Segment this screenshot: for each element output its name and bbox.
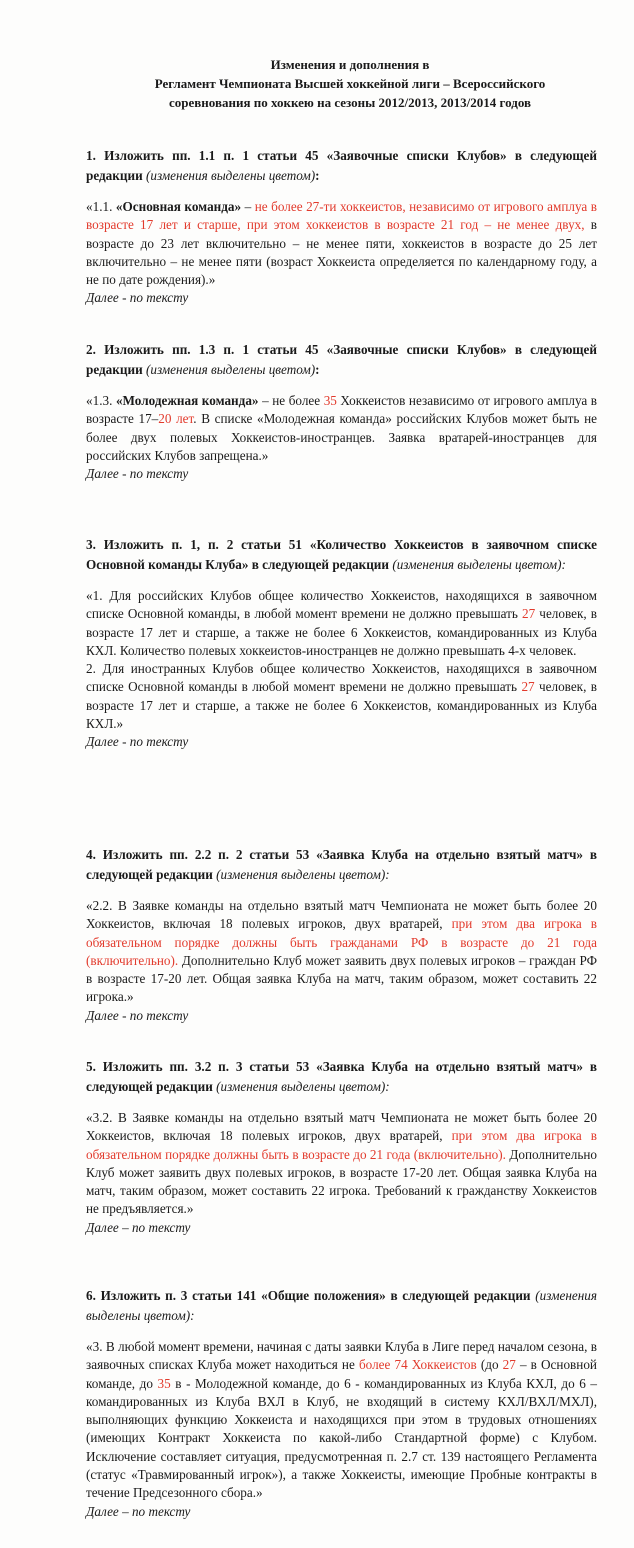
section-heading: 5. Изложить пп. 3.2 п. 3 статьи 53 «Заявка Клуба на отдельно взятый матч» в следующей редакции (изменения выделены цветом): — [86, 1059, 597, 1094]
section-tail-note: Далее - по тексту — [86, 466, 189, 482]
section-2 — [86, 340, 597, 483]
section-heading: 1. Изложить пп. 1.1 п. 1 статьи 45 «Заявочные списки Клубов» в следующей редакции (изменения выделены цветом): — [86, 148, 597, 183]
section-body: «1.3. «Молодежная команда» – не более 35 Хоккеистов независимо от игрового амплуа в возрасте 17–20 лет. В списке «Молодежная команда» российских Клубов может быть не более двух полевых Хоккеистов-иностранцев. Заявка вратарей-иностранцев для российских Клубов запрещена.» — [86, 393, 598, 463]
section-tail-note: Далее - по тексту — [86, 290, 189, 306]
section-body: «3. В любой момент времени, начиная с даты заявки Клуба в Лиге перед началом сезона, в заявочных списках Клуба может находиться не более 74 Хоккеистов (до 27 – в Основной команде, до 35 в - Молодежной команде, до 6 - командированных из Клуба КХЛ, до 6 – командированных из Клуба ВХЛ в Клуб, не входящий в систему КХЛ/ВХЛ/МХЛ), выполняющих функцию Хоккеиста и находящихся при этом в трудовых отношениях (имеющих Контракт Хоккеиста по какой-либо Стандартной форме) с Клубом. Исключение составляет ситуация, предусмотренная п. 2.7 ст. 139 настоящего Регламента (статус «Травмированный игрок»), а также Хоккеисты, имеющие Пробные контракты в течение Предсезонного сбора.» — [86, 1339, 597, 1501]
section-tail-note: Далее – по тексту — [86, 1503, 191, 1519]
section-4 — [86, 845, 597, 1025]
section-heading: 2. Изложить пп. 1.3 п. 1 статьи 45 «Заявочные списки Клубов» в следующей редакции (изменения выделены цветом): — [86, 342, 597, 377]
section-tail-note: Далее – по тексту — [86, 1219, 191, 1235]
section-body: «2.2. В Заявке команды на отдельно взятый матч Чемпионата не может быть более 20 Хоккеистов, включая 18 полевых игроков, двух вратарей, при этом два игрока в обязательном порядке должны быть гражданами РФ в возрасте до 21 года (включительно). Дополнительно Клуб может заявить двух полевых игроков – граждан РФ в возрасте 17-20 лет. Общая заявка Клуба на матч, таким образом, может составить 22 игрока.» — [86, 898, 598, 1005]
section-heading: 4. Изложить пп. 2.2 п. 2 статьи 53 «Заявка Клуба на отдельно взятый матч» в следующей редакции (изменения выделены цветом): — [86, 847, 597, 882]
section-1 — [86, 146, 597, 307]
section-body: «3.2. В Заявке команды на отдельно взятый матч Чемпионата не может быть более 20 Хоккеистов, включая 18 полевых игроков, двух вратарей, при этом два игрока в обязательном порядке должны быть в возрасте до 21 года (включительно). Дополнительно Клуб может заявить двух полевых игроков, в возрасте 17-20 лет. Общая заявка Клуба на матч, таким образом, может составить 22 игрока. Требований к гражданству Хоккеистов не предъявляется.» — [86, 1110, 598, 1217]
section-body: «1. Для российских Клубов общее количество Хоккеистов, находящихся в заявочном списке Основной команды, в любой момент времени не должно превышать 27 человек, в возрасте 17 лет и старше, а также не более 6 Хоккеистов, командированных из Клуба КХЛ. Количество полевых хоккеистов-иностранцев не должно превышать 4-х человек. 2. Для иностранных Клубов общее количество Хоккеистов, находящихся в заявочном списке Основной команды в любой момент времени не должно превышать 27 человек, в возрасте 17 лет и старше, а также не более 6 Хоккеистов, командированных из Клуба КХЛ.» — [86, 588, 598, 732]
section-tail-note: Далее - по тексту — [86, 1007, 189, 1023]
section-6 — [86, 1286, 597, 1521]
section-3 — [86, 535, 597, 751]
section-body: «1.1. «Основная команда» – не более 27-ти хоккеистов, независимо от игрового амплуа в возрасте 17 лет и старше, при этом хоккеистов в возрасте 21 год – не менее двух, в возрасте до 23 лет включительно – не менее пяти, хоккеистов в возрасте до 25 лет включительно – не менее пяти (возраст Хоккеиста определяется по календарному году, а не по дате рождения).» — [86, 199, 597, 288]
section-5 — [86, 1057, 597, 1237]
section-heading: 3. Изложить п. 1, п. 2 статьи 51 «Количество Хоккеистов в заявочном списке Основной команды Клуба» в следующей редакции (изменения выделены цветом): — [86, 537, 597, 572]
section-heading: 6. Изложить п. 3 статьи 141 «Общие положения» в следующей редакции (изменения выделены цветом): — [86, 1288, 598, 1323]
section-tail-note: Далее - по тексту — [86, 734, 189, 750]
document-title: Изменения и дополнения в Регламент Чемпионата Высшей хоккейной лиги – Всероссийского соревнования по хоккею на сезоны 2012/2013, 2013/2014 годов — [154, 57, 546, 110]
